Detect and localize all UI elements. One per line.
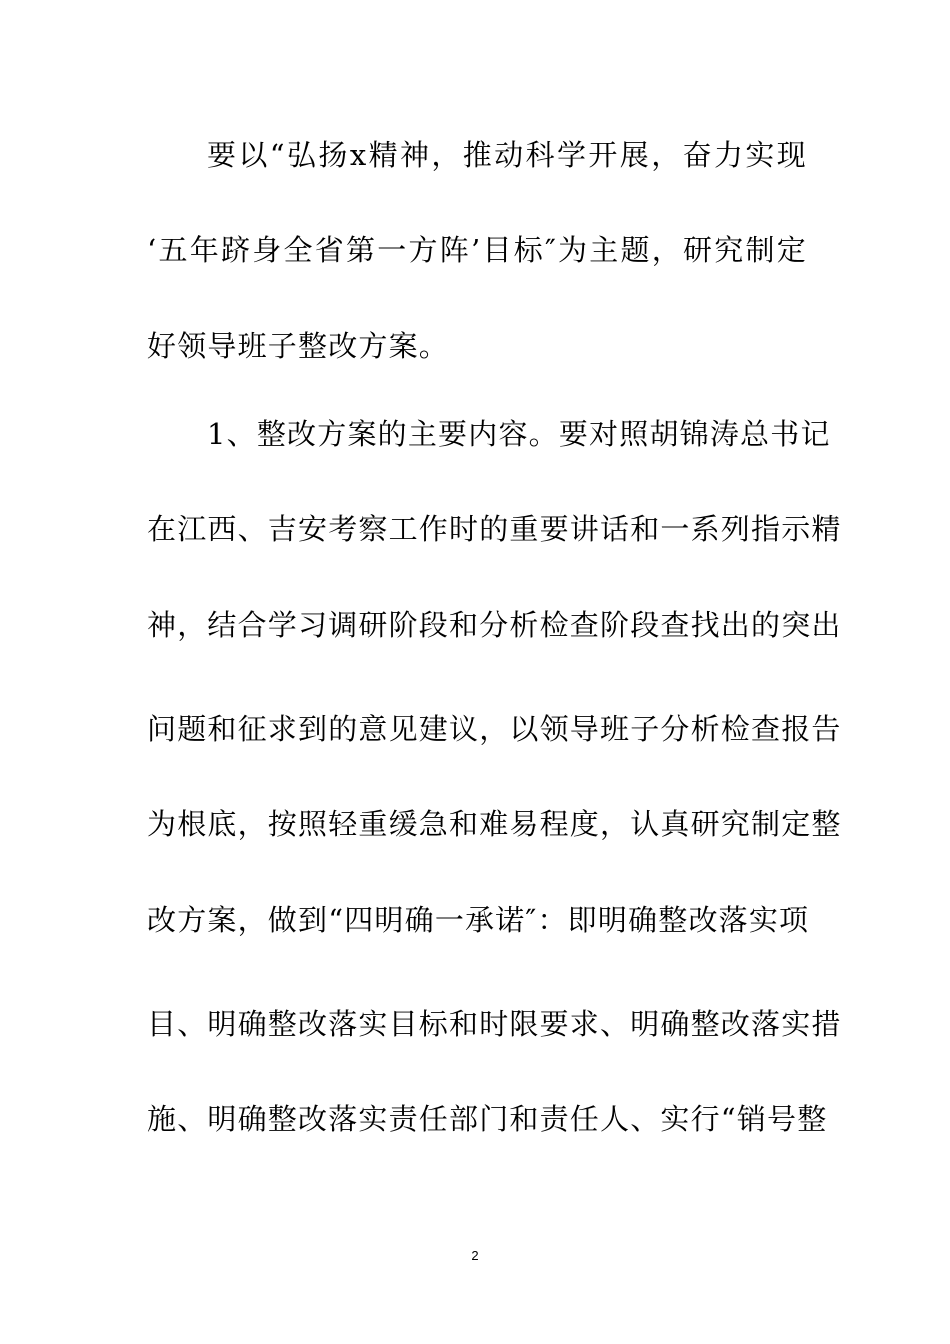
page-number: 2 (471, 1248, 479, 1263)
text-line: 要以“弘扬x精神，推动科学开展，奋力实现 (207, 138, 807, 172)
text-line: 好领导班子整改方案。 (147, 329, 450, 363)
text-line: 在江西、吉安考察工作时的重要讲话和一系列指示精 (147, 512, 842, 546)
text-line: 为根底，按照轻重缓急和难易程度，认真研究制定整 (147, 807, 842, 841)
text-line: 神，结合学习调研阶段和分析检查阶段查找出的突出 (147, 608, 842, 642)
text-line: 施、明确整改落实责任部门和责任人、实行“销号整 (147, 1102, 828, 1136)
text-line: ‘五年跻身全省第一方阵’目标″为主题，研究制定 (147, 233, 807, 267)
text-line: 1、整改方案的主要内容。要对照胡锦涛总书记 (207, 417, 831, 451)
text-line: 目、明确整改落实目标和时限要求、明确整改落实措 (147, 1007, 842, 1041)
text-line: 问题和征求到的意见建议，以领导班子分析检查报告 (147, 712, 842, 746)
text-line: 改方案，做到“四明确一承诺″：即明确整改落实项 (147, 903, 810, 937)
